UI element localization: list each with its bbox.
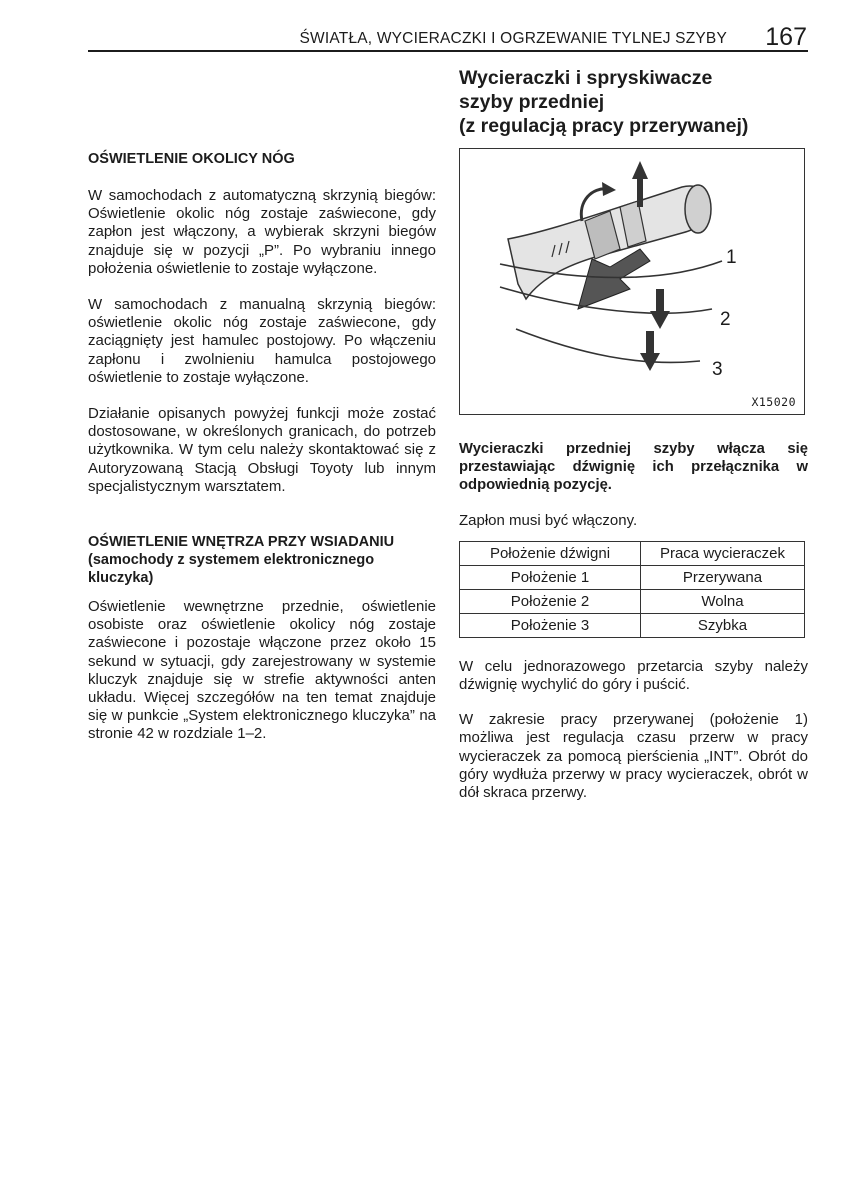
paragraph-single-wipe: W celu jednorazowego przetarcia szyby należy dźwignię wychylić do góry i puścić. [459,657,808,694]
ring-rotate-arrowhead [602,182,616,196]
running-header: ŚWIATŁA, WYCIERACZKI I OGRZEWANIE TYLNEJ SZYBY [299,30,727,47]
section-title-line-3: (z regulacją pracy przerywanej) [459,115,749,137]
paragraph-int-ring: W zakresie pracy przerywanej (położenie 1) możliwa jest regulacja czasu przerw w pracy wycieraczek za pomocą pierścienia „INT”. Obrót do góry wydłuża przerwy w pracy wycieraczek, obrót w dół skraca przerwy. [459,711,808,802]
left-column [88,150,436,744]
table-header-cell: Praca wycieraczek [641,541,805,565]
paragraph-automatic: W samochodach z automatyczną skrzynią biegów: Oświetlenie okolic nóg zostaje zaświecone, gdy zapłon jest włączony, a wybierak skrzyni biegów znajduje się w pozycji „P”. Po wybraniu innego położenia oświetlenie to zostaje wyłączone. [88,187,436,277]
down-arrow-2 [650,289,670,329]
table-cell: Przerywana [641,565,805,589]
position-arc-3 [516,329,700,362]
page-number: 167 [765,23,807,51]
right-column [459,66,808,802]
down-arrow-3 [640,331,660,371]
table-cell: Położenie 3 [460,613,641,637]
wiper-lever-drawing [460,149,805,415]
table-header-cell: Położenie dźwigni [460,541,641,565]
table-header-row [460,541,805,565]
wiper-lever-illustration [459,148,805,415]
table-row [460,565,805,589]
wiper-instruction-bold: Wycieraczki przedniej szyby włącza się przestawiając dźwignię ich przełącznika w odpowiednią pozycję. [459,441,808,494]
section-heading-foot-lighting: OŚWIETLENIE OKOLICY NÓG [88,151,295,167]
table-row [460,613,805,637]
table-cell: Położenie 1 [460,565,641,589]
table-row [460,589,805,613]
figure-label-3: 3 [712,359,723,380]
paragraph-manual: W samochodach z manualną skrzynią biegów: oświetlenie okolic nóg zostaje zaświecone, gdy zaciągnięty jest hamulec postojowy. Po włączeniu zapłonu i zwolnieniu hamulca postojowego oświetlenie to zostaje wyłączone. [88,296,436,386]
figure-label-2: 2 [720,309,731,330]
table-cell: Szybka [641,613,805,637]
lever-knob [685,185,711,233]
section-heading-entry-lighting: OŚWIETLENIE WNĘTRZA PRZY WSIADANIU [88,534,395,551]
ignition-note: Zapłon musi być włączony. [459,511,638,529]
paragraph-entry-lighting: Oświetlenie wewnętrzne przednie, oświetlenie osobiste oraz oświetlenie okolicy nóg zostaje zaświecone i pozostaje włączone przez około 15 sekund w sytuacji, gdy zarejestrowany w systemie kluczyk znajduje się w strefie aktywności anten układu. Więcej szczegółów na ten temat znajduje się w punkcie „System elektronicznego kluczyka” na stronie 42 w rozdziale 1–2. [88,598,436,743]
table-cell: Położenie 2 [460,589,641,613]
section-subheading-smart-key: (samochody z systemem elektronicznego kluczyka) [88,552,375,587]
paragraph-customization: Działanie opisanych powyżej funkcji może zostać dostosowane, w określonych granicach, do potrzeb użytkownika. W tym celu należy skontaktować się z Autoryzowaną Stacją Obsługi Toyoty lub innym specjalistycznym warsztatem. [88,405,436,495]
wiper-positions-table [459,541,805,638]
section-title-line-1: Wycieraczki i spryskiwacze [459,67,713,89]
figure-label-1: 1 [726,247,737,268]
header-rule [88,50,808,52]
figure-code: X15020 [751,395,796,409]
table-cell: Wolna [641,589,805,613]
section-title-line-2: szyby przedniej [459,91,605,113]
